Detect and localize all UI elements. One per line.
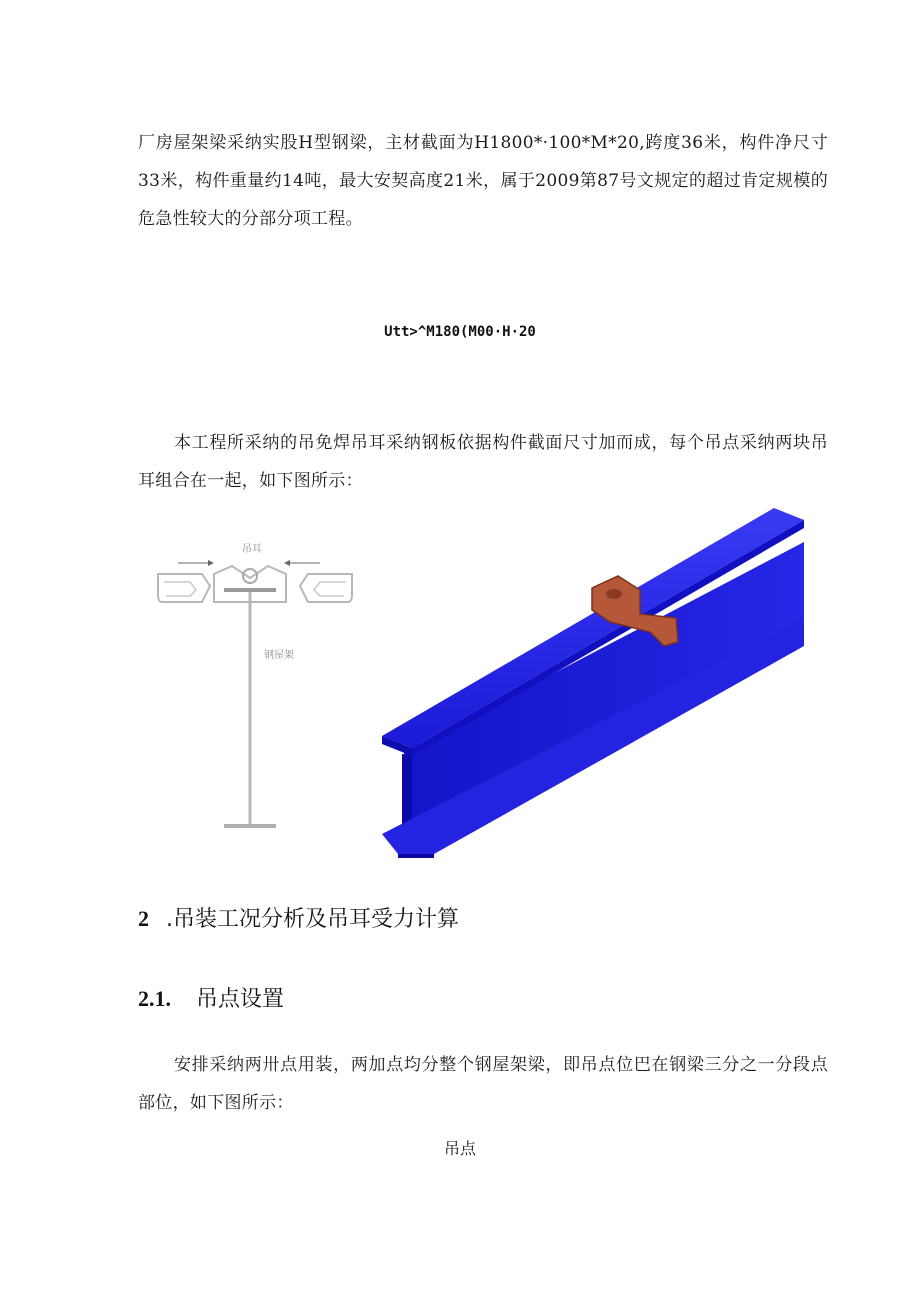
subsection-title: 吊点设置 [196, 987, 285, 1012]
hoist-point-label: 吊点 [443, 1139, 476, 1158]
lug-label: 吊耳 [242, 544, 262, 555]
section-number: 2 [138, 906, 149, 931]
steel-beam-3d-figure [378, 506, 808, 858]
subsection-number: 2.1. [138, 986, 171, 1011]
section-title: .吊装工况分析及吊耳受力计算 [166, 907, 459, 932]
lug-schematic-figure [150, 532, 370, 832]
intro-paragraph: 厂房屋架梁采纳实股H型钢梁，主材截面为H1800*·100*M*20,跨度36米，构件净尺寸33米，构件重量约14吨，最大安契高度21米，属于2009第87号文规定的超过肯定规模的危急性较大的分部分项工程。 [138, 133, 828, 229]
section-caption: Utt>^M180(M00·H·20 [384, 324, 536, 340]
section-heading-2 [138, 902, 459, 933]
truss-label: 钢屋架 [264, 650, 294, 661]
section-heading-2-1 [138, 982, 284, 1013]
hoist-description-paragraph: 安排采纳两卅点用装，两加点均分整个钢屋架梁，即吊点位巴在钢梁三分之一分段点部位，如下图所示： [138, 1055, 828, 1113]
lug-description-paragraph: 本工程所采纳的吊免焊吊耳采纳钢板依据构件截面尺寸加而成，每个吊点采纳两块吊耳组合在一起，如下图所示： [138, 433, 828, 491]
